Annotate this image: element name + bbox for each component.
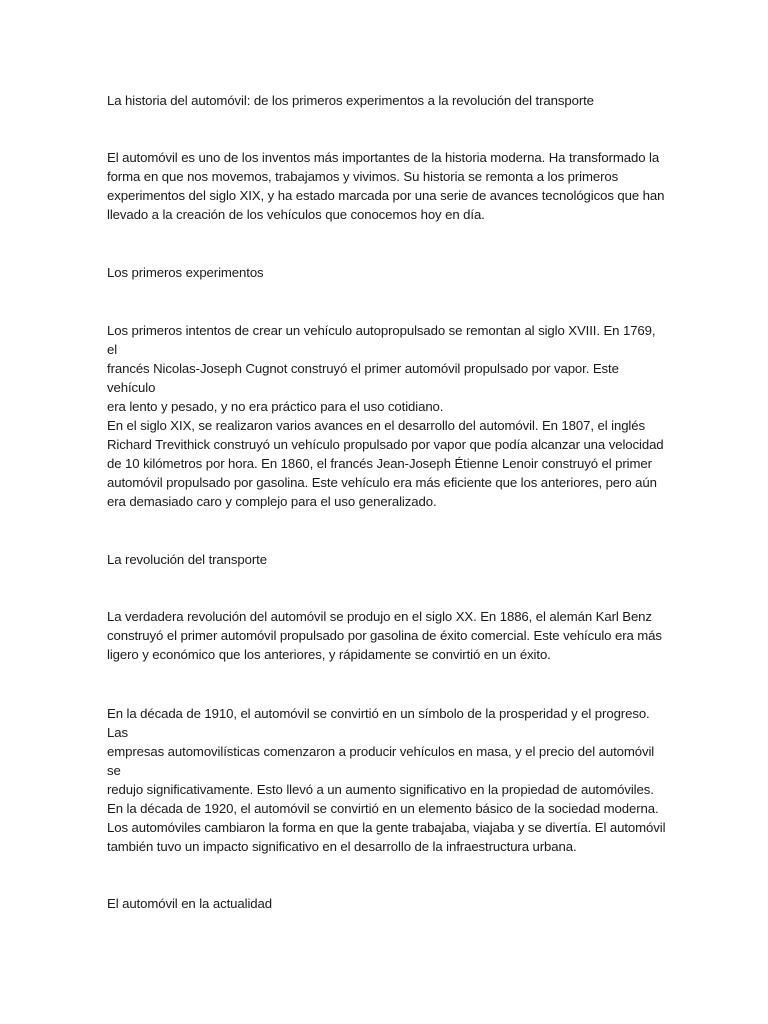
section-heading-revolucion: La revolución del transporte: [107, 552, 267, 567]
paragraph-decada-1920: En la década de 1920, el automóvil se convirtió en un elemento básico de la sociedad moderna. Los automóviles cambiaron la forma en que la gente trabajaba, viajaba y se divertía. El automóvil también tuvo un impacto significativo en el desarrollo de la infraestructura urbana.: [107, 801, 666, 854]
paragraph-karl-benz: La verdadera revolución del automóvil se produjo en el siglo XX. En 1886, el alemán Karl Benz construyó el primer automóvil propulsado por gasolina de éxito comercial. Este vehículo era más ligero y económico que los anteriores, y rápidamente se convirtió en un éxito.: [107, 609, 662, 662]
document-title: La historia del automóvil: de los primeros experimentos a la revolución del transporte: [107, 93, 594, 108]
paragraph-siglo-xix: En el siglo XIX, se realizaron varios avances en el desarrollo del automóvil. En 1807, el inglés Richard Trevithick construyó un vehículo propulsado por vapor que podía alcanzar una velocidad de 10 kilómetros por hora. En 1860, el francés Jean-Joseph Étienne Lenoir construyó el primer automóvil propulsado por gasolina. Este vehículo era más eficiente que los anteriores, pero aún era demasiado caro y complejo para el uso generalizado.: [107, 418, 664, 509]
intro-paragraph: El automóvil es uno de los inventos más importantes de la historia moderna. Ha transformado la forma en que nos movemos, trabajamos y vivimos. Su historia se remonta a los primeros experimentos del siglo XIX, y ha estado marcada por una serie de avances tecnológicos que han llevado a la creación de los vehículos que conocemos hoy en día.: [107, 150, 665, 222]
section-heading-primeros-experimentos: Los primeros experimentos: [107, 265, 264, 280]
paragraph-decada-1910: En la década de 1910, el automóvil se convirtió en un símbolo de la prosperidad y el progreso. Las empresas automovilísticas comenzaron a producir vehículos en masa, y el precio del automóvil se redujo significativamente. Esto llevó a un aumento significativo en la propiedad de automóviles.: [107, 706, 655, 797]
paragraph-cugnot: Los primeros intentos de crear un vehículo autopropulsado se remontan al siglo XVIII. En 1769, el francés Nicolas-Joseph Cugnot construyó el primer automóvil propulsado por vapor. Este vehículo era lento y pesado, y no era práctico para el uso cotidiano.: [107, 323, 656, 414]
section-heading-actualidad: El automóvil en la actualidad: [107, 896, 272, 911]
